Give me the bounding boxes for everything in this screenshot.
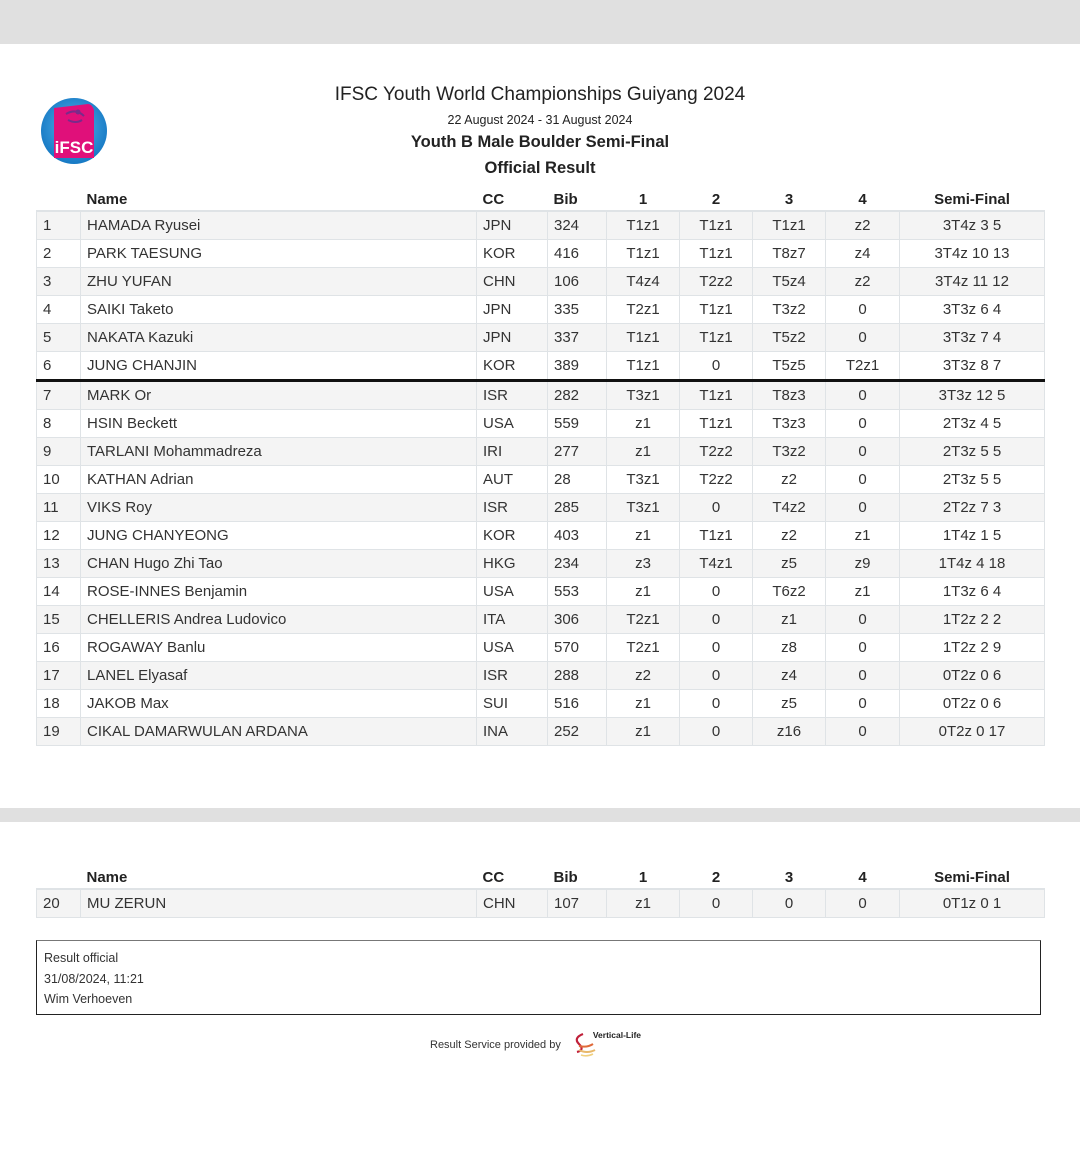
bib-cell: 553 (548, 578, 607, 606)
col-header-boulder-3: 3 (753, 184, 826, 211)
result-status-heading: Official Result (484, 159, 596, 177)
athlete-name-cell: HAMADA Ryusei (81, 211, 477, 240)
semi-final-score-cell: 2T3z 5 5 (900, 438, 1045, 466)
athlete-name-cell: CHAN Hugo Zhi Tao (81, 550, 477, 578)
athlete-name-cell: MARK Or (81, 381, 477, 410)
boulder-3-cell: T3z2 (753, 438, 826, 466)
vertical-life-wordmark: Vertical-Life (592, 1030, 642, 1040)
country-code-cell: HKG (477, 550, 548, 578)
semi-final-score-cell: 2T2z 7 3 (900, 494, 1045, 522)
boulder-1-cell: z3 (607, 550, 680, 578)
rank-cell: 1 (37, 211, 81, 240)
bib-cell: 282 (548, 381, 607, 410)
country-code-cell: ISR (477, 381, 548, 410)
country-code-cell: JPN (477, 211, 548, 240)
boulder-1-cell: z1 (607, 718, 680, 746)
bib-cell: 306 (548, 606, 607, 634)
boulder-3-cell: T8z7 (753, 240, 826, 268)
athlete-row (37, 268, 1045, 296)
athlete-name-cell: VIKS Roy (81, 494, 477, 522)
athlete-name-cell: ROSE-INNES Benjamin (81, 578, 477, 606)
athlete-name-cell: NAKATA Kazuki (81, 324, 477, 352)
athlete-name-cell: CIKAL DAMARWULAN ARDANA (81, 718, 477, 746)
boulder-3-cell: z2 (753, 522, 826, 550)
boulder-1-cell: T2z1 (607, 634, 680, 662)
semi-final-score-cell: 1T4z 4 18 (900, 550, 1045, 578)
boulder-3-cell: T4z2 (753, 494, 826, 522)
athlete-name-cell: ZHU YUFAN (81, 268, 477, 296)
athlete-name-cell: ROGAWAY Banlu (81, 634, 477, 662)
boulder-4-cell: z1 (826, 522, 900, 550)
certification-official: Wim Verhoeven (44, 992, 133, 1006)
athlete-row (37, 211, 1045, 240)
col-header-bib: Bib (548, 184, 607, 211)
boulder-3-cell: z5 (753, 550, 826, 578)
country-code-cell: ISR (477, 494, 548, 522)
bib-cell: 516 (548, 690, 607, 718)
rank-cell: 20 (37, 889, 81, 918)
rank-cell: 14 (37, 578, 81, 606)
col-header-cc: CC (477, 184, 548, 211)
country-code-cell: ITA (477, 606, 548, 634)
rank-cell: 13 (37, 550, 81, 578)
boulder-3-cell: z8 (753, 634, 826, 662)
boulder-2-cell: 0 (680, 889, 753, 918)
boulder-3-cell: z4 (753, 662, 826, 690)
col-header-name: Name (81, 184, 477, 211)
rank-cell: 17 (37, 662, 81, 690)
boulder-2-cell: T2z2 (680, 466, 753, 494)
semi-final-score-cell: 2T3z 4 5 (900, 410, 1045, 438)
athlete-name-cell: PARK TAESUNG (81, 240, 477, 268)
certification-status: Result official (44, 951, 119, 965)
col-header-boulder-2: 2 (680, 862, 753, 889)
boulder-2-cell: 0 (680, 718, 753, 746)
rank-cell: 11 (37, 494, 81, 522)
country-code-cell: KOR (477, 240, 548, 268)
athlete-row (37, 494, 1045, 522)
semi-final-score-cell: 2T3z 5 5 (900, 466, 1045, 494)
athlete-name-cell: SAIKI Taketo (81, 296, 477, 324)
boulder-4-cell: 0 (826, 634, 900, 662)
boulder-2-cell: T1z1 (680, 410, 753, 438)
semi-final-score-cell: 0T2z 0 6 (900, 690, 1045, 718)
athlete-row (37, 690, 1045, 718)
rank-cell: 16 (37, 634, 81, 662)
athlete-name-cell: CHELLERIS Andrea Ludovico (81, 606, 477, 634)
bib-cell: 403 (548, 522, 607, 550)
boulder-1-cell: z1 (607, 522, 680, 550)
bib-cell: 335 (548, 296, 607, 324)
boulder-3-cell: z5 (753, 690, 826, 718)
athlete-name-cell: TARLANI Mohammadreza (81, 438, 477, 466)
boulder-4-cell: z1 (826, 578, 900, 606)
boulder-2-cell: T1z1 (680, 211, 753, 240)
rank-cell: 9 (37, 438, 81, 466)
boulder-4-cell: z4 (826, 240, 900, 268)
result-certification-box (36, 940, 1041, 1015)
boulder-3-cell: z2 (753, 466, 826, 494)
col-header-boulder-1: 1 (607, 862, 680, 889)
country-code-cell: KOR (477, 522, 548, 550)
boulder-4-cell: 0 (826, 662, 900, 690)
boulder-2-cell: T1z1 (680, 381, 753, 410)
results-table-body (37, 211, 1045, 746)
rank-cell: 5 (37, 324, 81, 352)
boulder-2-cell: T2z2 (680, 268, 753, 296)
boulder-1-cell: T3z1 (607, 494, 680, 522)
competition-dates: 22 August 2024 - 31 August 2024 (447, 113, 633, 127)
vertical-life-logo (571, 1030, 651, 1060)
semi-final-score-cell: 3T3z 6 4 (900, 296, 1045, 324)
athlete-name-cell: JUNG CHANYEONG (81, 522, 477, 550)
col-header-boulder-4: 4 (826, 862, 900, 889)
boulder-3-cell: T3z3 (753, 410, 826, 438)
semi-final-score-cell: 1T2z 2 2 (900, 606, 1045, 634)
results-table-page-2 (36, 862, 1045, 918)
country-code-cell: INA (477, 718, 548, 746)
athlete-name-cell: JUNG CHANJIN (81, 352, 477, 381)
country-code-cell: AUT (477, 466, 548, 494)
bib-cell: 28 (548, 466, 607, 494)
col-header-rank (37, 184, 81, 211)
athlete-name-cell: MU ZERUN (81, 889, 477, 918)
semi-final-score-cell: 3T4z 11 12 (900, 268, 1045, 296)
country-code-cell: USA (477, 578, 548, 606)
rank-cell: 15 (37, 606, 81, 634)
semi-final-score-cell: 3T4z 10 13 (900, 240, 1045, 268)
bib-cell: 389 (548, 352, 607, 381)
boulder-3-cell: T5z4 (753, 268, 826, 296)
boulder-3-cell: z16 (753, 718, 826, 746)
semi-final-score-cell: 0T2z 0 6 (900, 662, 1045, 690)
athlete-row (37, 718, 1045, 746)
country-code-cell: USA (477, 410, 548, 438)
semi-final-score-cell: 3T3z 12 5 (900, 381, 1045, 410)
rank-cell: 10 (37, 466, 81, 494)
boulder-2-cell: T2z2 (680, 438, 753, 466)
rank-cell: 19 (37, 718, 81, 746)
athlete-name-cell: KATHAN Adrian (81, 466, 477, 494)
bib-cell: 277 (548, 438, 607, 466)
bib-cell: 106 (548, 268, 607, 296)
boulder-3-cell: T3z2 (753, 296, 826, 324)
bib-cell: 107 (548, 889, 607, 918)
semi-final-score-cell: 3T4z 3 5 (900, 211, 1045, 240)
bib-cell: 234 (548, 550, 607, 578)
semi-final-score-cell: 1T3z 6 4 (900, 578, 1045, 606)
country-code-cell: IRI (477, 438, 548, 466)
boulder-1-cell: T3z1 (607, 381, 680, 410)
boulder-2-cell: T4z1 (680, 550, 753, 578)
col-header-boulder-3: 3 (753, 862, 826, 889)
col-header-cc: CC (477, 862, 548, 889)
boulder-1-cell: T4z4 (607, 268, 680, 296)
table-header-row (37, 184, 1045, 211)
athlete-row (37, 352, 1045, 381)
rank-cell: 12 (37, 522, 81, 550)
athlete-row (37, 578, 1045, 606)
country-code-cell: JPN (477, 296, 548, 324)
athlete-name-cell: LANEL Elyasaf (81, 662, 477, 690)
country-code-cell: SUI (477, 690, 548, 718)
country-code-cell: USA (477, 634, 548, 662)
semi-final-score-cell: 0T1z 0 1 (900, 889, 1045, 918)
boulder-3-cell: T8z3 (753, 381, 826, 410)
rank-cell: 3 (37, 268, 81, 296)
boulder-4-cell: 0 (826, 466, 900, 494)
col-header-boulder-4: 4 (826, 184, 900, 211)
athlete-row (37, 410, 1045, 438)
page-break-gap (0, 808, 1080, 822)
boulder-4-cell: 0 (826, 410, 900, 438)
bib-cell: 252 (548, 718, 607, 746)
bib-cell: 570 (548, 634, 607, 662)
boulder-2-cell: 0 (680, 494, 753, 522)
table-header-row (37, 862, 1045, 889)
boulder-2-cell: 0 (680, 690, 753, 718)
boulder-4-cell: 0 (826, 324, 900, 352)
boulder-2-cell: 0 (680, 662, 753, 690)
semi-final-score-cell: 1T2z 2 9 (900, 634, 1045, 662)
svg-text:iFSC: iFSC (54, 138, 94, 157)
boulder-4-cell: z9 (826, 550, 900, 578)
athlete-row (37, 438, 1045, 466)
boulder-4-cell: z2 (826, 268, 900, 296)
athlete-row (37, 606, 1045, 634)
boulder-3-cell: T6z2 (753, 578, 826, 606)
country-code-cell: CHN (477, 268, 548, 296)
boulder-1-cell: T1z1 (607, 240, 680, 268)
athlete-row (37, 240, 1045, 268)
boulder-4-cell: 0 (826, 296, 900, 324)
country-code-cell: KOR (477, 352, 548, 381)
rank-cell: 18 (37, 690, 81, 718)
service-credit (430, 1030, 651, 1060)
boulder-2-cell: T1z1 (680, 240, 753, 268)
boulder-2-cell: 0 (680, 352, 753, 381)
boulder-1-cell: z1 (607, 889, 680, 918)
boulder-1-cell: z1 (607, 690, 680, 718)
col-header-bib: Bib (548, 862, 607, 889)
boulder-2-cell: 0 (680, 578, 753, 606)
boulder-1-cell: z1 (607, 410, 680, 438)
results-table (36, 184, 1045, 746)
athlete-row (37, 662, 1045, 690)
boulder-4-cell: 0 (826, 889, 900, 918)
athlete-row (37, 296, 1045, 324)
bib-cell: 288 (548, 662, 607, 690)
bib-cell: 416 (548, 240, 607, 268)
bib-cell: 324 (548, 211, 607, 240)
boulder-1-cell: T2z1 (607, 606, 680, 634)
boulder-4-cell: 0 (826, 494, 900, 522)
boulder-1-cell: T3z1 (607, 466, 680, 494)
athlete-row (37, 550, 1045, 578)
boulder-1-cell: T1z1 (607, 211, 680, 240)
semi-final-score-cell: 3T3z 7 4 (900, 324, 1045, 352)
athlete-row (37, 324, 1045, 352)
boulder-1-cell: T1z1 (607, 324, 680, 352)
ifsc-logo (38, 98, 110, 164)
country-code-cell: CHN (477, 889, 548, 918)
athlete-row (37, 381, 1045, 410)
certification-timestamp: 31/08/2024, 11:21 (44, 971, 144, 986)
athlete-name-cell: HSIN Beckett (81, 410, 477, 438)
boulder-3-cell: z1 (753, 606, 826, 634)
boulder-3-cell: T5z5 (753, 352, 826, 381)
country-code-cell: JPN (477, 324, 548, 352)
rank-cell: 8 (37, 410, 81, 438)
athlete-row (37, 466, 1045, 494)
boulder-1-cell: z1 (607, 578, 680, 606)
rank-cell: 7 (37, 381, 81, 410)
credit-label: Result Service provided by (430, 1039, 561, 1051)
page-top-gap (0, 0, 1080, 44)
athlete-row (37, 889, 1045, 918)
boulder-2-cell: T1z1 (680, 522, 753, 550)
bib-cell: 285 (548, 494, 607, 522)
semi-final-score-cell: 3T3z 8 7 (900, 352, 1045, 381)
country-code-cell: ISR (477, 662, 548, 690)
boulder-3-cell: T5z2 (753, 324, 826, 352)
col-header-boulder-2: 2 (680, 184, 753, 211)
boulder-2-cell: 0 (680, 634, 753, 662)
boulder-4-cell: 0 (826, 690, 900, 718)
athlete-row (37, 522, 1045, 550)
results-table-body-page-2 (37, 889, 1045, 918)
boulder-2-cell: T1z1 (680, 296, 753, 324)
rank-cell: 2 (37, 240, 81, 268)
boulder-2-cell: 0 (680, 606, 753, 634)
boulder-1-cell: T1z1 (607, 352, 680, 381)
boulder-4-cell: 0 (826, 718, 900, 746)
col-header-semi-final: Semi-Final (900, 862, 1045, 889)
competition-title: IFSC Youth World Championships Guiyang 2024 (334, 84, 746, 105)
athlete-name-cell: JAKOB Max (81, 690, 477, 718)
boulder-1-cell: z2 (607, 662, 680, 690)
boulder-1-cell: z1 (607, 438, 680, 466)
boulder-1-cell: T2z1 (607, 296, 680, 324)
bib-cell: 559 (548, 410, 607, 438)
col-header-rank (37, 862, 81, 889)
boulder-4-cell: 0 (826, 438, 900, 466)
boulder-4-cell: z2 (826, 211, 900, 240)
boulder-4-cell: T2z1 (826, 352, 900, 381)
semi-final-score-cell: 0T2z 0 17 (900, 718, 1045, 746)
athlete-row (37, 634, 1045, 662)
col-header-name: Name (81, 862, 477, 889)
event-name: Youth B Male Boulder Semi-Final (410, 133, 670, 151)
col-header-boulder-1: 1 (607, 184, 680, 211)
boulder-3-cell: T1z1 (753, 211, 826, 240)
bib-cell: 337 (548, 324, 607, 352)
boulder-4-cell: 0 (826, 606, 900, 634)
boulder-3-cell: 0 (753, 889, 826, 918)
rank-cell: 6 (37, 352, 81, 381)
rank-cell: 4 (37, 296, 81, 324)
col-header-semi-final: Semi-Final (900, 184, 1045, 211)
boulder-2-cell: T1z1 (680, 324, 753, 352)
semi-final-score-cell: 1T4z 1 5 (900, 522, 1045, 550)
boulder-4-cell: 0 (826, 381, 900, 410)
